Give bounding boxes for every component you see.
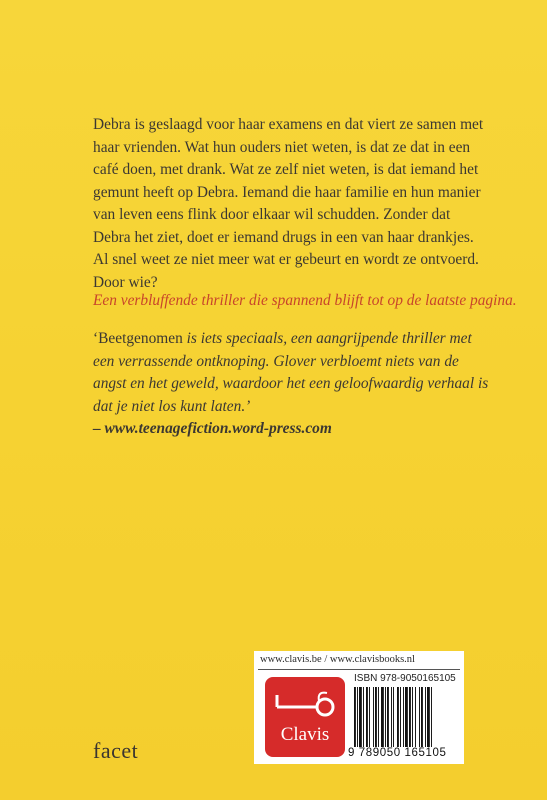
quote-source: – www.teenagefiction.word-press.com [93, 420, 332, 437]
quote-body: is iets speciaals, een aangrijpende thriller met een verrassende ontknoping. Glover verbloemt niets van de angst en het geweld, waardoor het een geloofwaardig verhaal is dat je niet los kunt laten.’ [93, 330, 489, 415]
divider [258, 669, 460, 670]
clavis-logo [265, 677, 345, 757]
book-blurb: Debra is geslaagd voor haar examens en dat viert ze samen met haar vrienden. Wat hun ouders niet weten, is dat ze dat in een café doen, met drank. Wat ze zelf niet weten, is dat iemand het gemunt heeft op Debra. Iemand die haar familie en hun manier van leven eens flink door elkaar wil schudden. Zonder dat Debra het ziet, doet er iemand drugs in een van haar drankjes. Al snel weet ze niet meer wat er gebeurt en wordt ze ontvoerd. Door wie? [93, 116, 484, 291]
publisher-urls: www.clavis.be / www.clavisbooks.nl [260, 654, 415, 665]
quote-open: ‘ [93, 330, 99, 347]
barcode [354, 687, 458, 747]
review-quote [93, 328, 493, 441]
logo-text: Clavis [280, 724, 330, 745]
imprint-logo: facet [93, 738, 139, 763]
key-icon [273, 685, 337, 721]
quote-book-title: Beetgenomen [98, 330, 183, 347]
barcode-number: 9 789050 165105 [348, 747, 447, 759]
isbn-label: ISBN 978-9050165105 [354, 673, 456, 684]
tagline: Een verbluffende thriller die spannend blijft tot op de laatste pagina. [93, 292, 517, 309]
barcode-panel [254, 651, 464, 764]
